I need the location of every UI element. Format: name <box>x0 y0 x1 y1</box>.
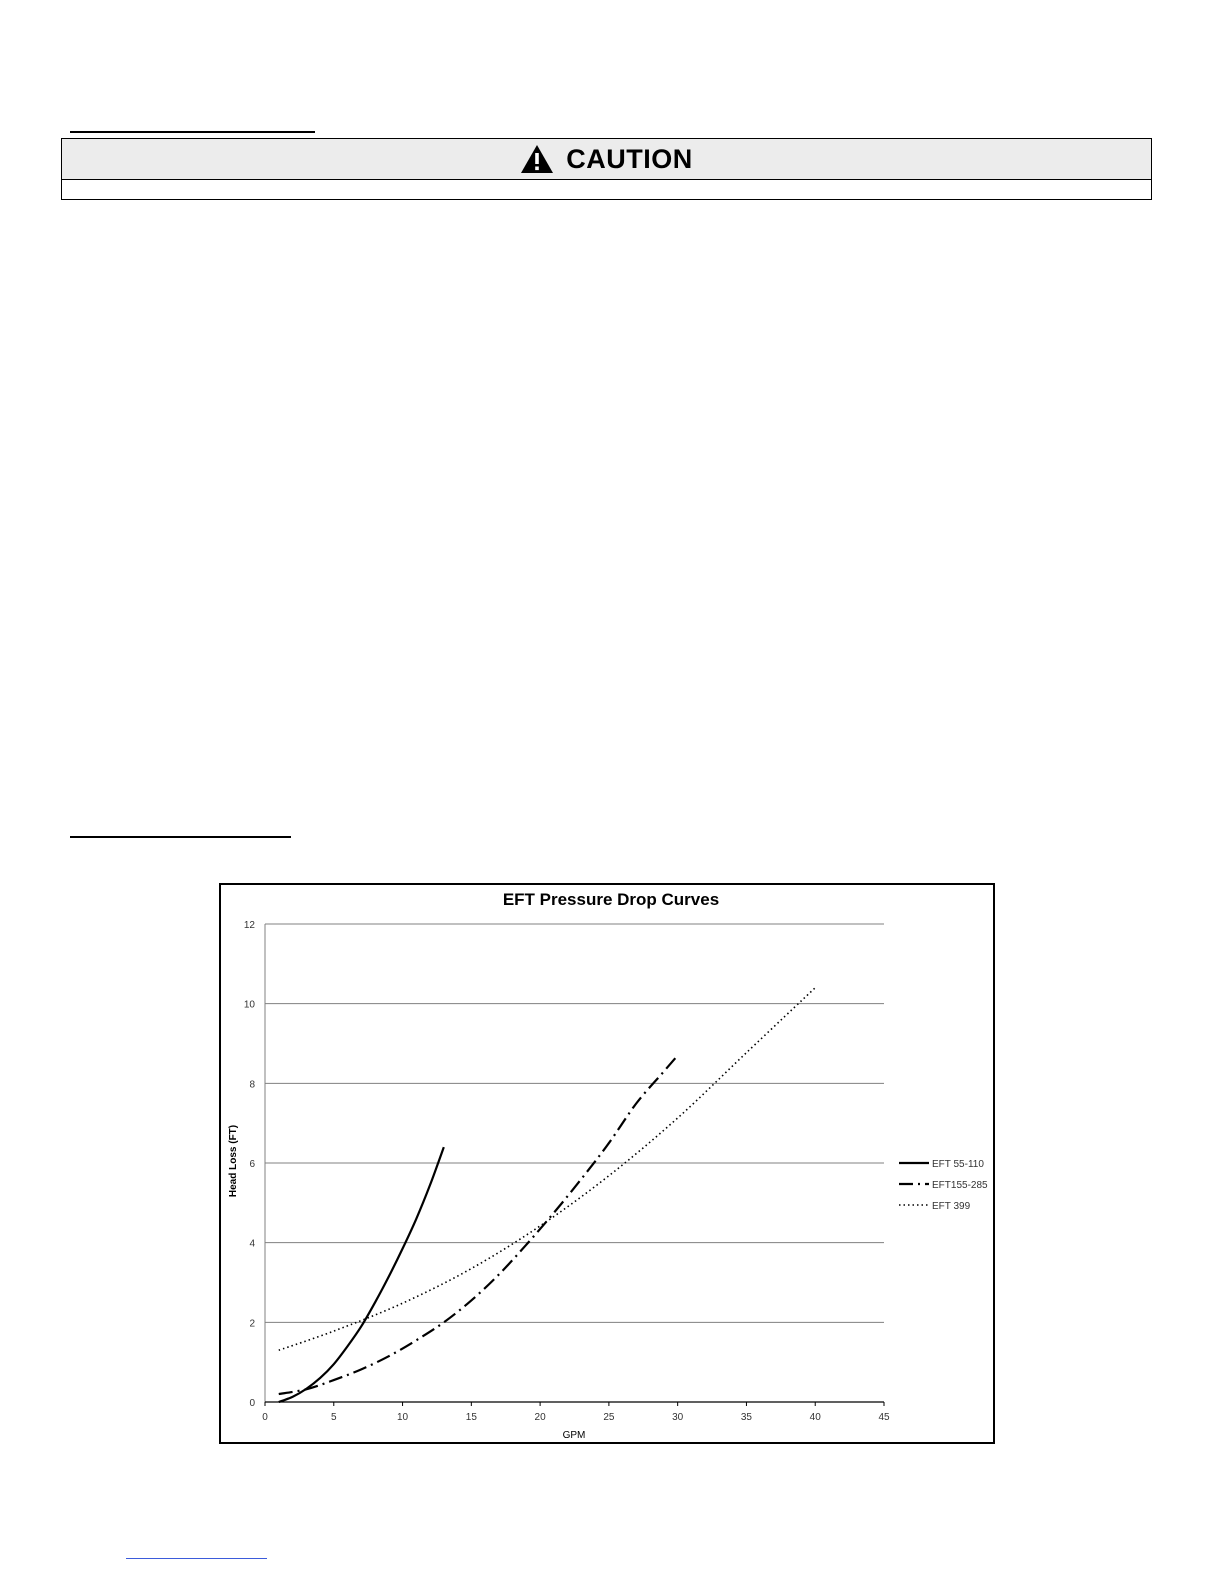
y-tick-label: 10 <box>243 999 255 1011</box>
series-line-eft-399 <box>279 988 815 1350</box>
x-axis-label: GPM <box>562 1430 586 1441</box>
x-tick-label: 40 <box>809 1412 821 1423</box>
chart-axes <box>244 920 890 1423</box>
y-tick-label: 6 <box>249 1159 255 1170</box>
series-line-eft-55-110 <box>279 1147 444 1402</box>
x-tick-label: 5 <box>330 1412 337 1423</box>
y-tick-label: 12 <box>243 920 255 931</box>
warning-triangle-icon <box>520 144 554 174</box>
caution-notice <box>61 138 1152 200</box>
caution-header <box>62 139 1151 180</box>
x-tick-label: 45 <box>878 1412 890 1423</box>
y-tick-label: 0 <box>249 1398 255 1409</box>
x-tick-label: 35 <box>740 1412 753 1423</box>
caution-label: CAUTION <box>566 143 693 174</box>
chart-gridlines <box>265 924 884 1322</box>
chart-canvas <box>221 885 993 1442</box>
x-tick-label: 15 <box>465 1412 477 1423</box>
series-line-eft155-285 <box>279 1055 678 1394</box>
pressure-drop-chart <box>219 883 995 1444</box>
x-tick-label: 20 <box>534 1412 546 1423</box>
chart-legend <box>899 1159 988 1212</box>
x-tick-label: 25 <box>603 1412 615 1423</box>
y-tick-label: 4 <box>249 1238 255 1250</box>
legend-label: EFT 55-110 <box>932 1159 984 1170</box>
y-tick-label: 2 <box>249 1318 255 1330</box>
chart-title: EFT Pressure Drop Curves <box>502 890 720 909</box>
legend-label: EFT155-285 <box>932 1180 988 1191</box>
x-tick-label: 30 <box>672 1412 684 1423</box>
section-heading-underline-2 <box>70 836 291 838</box>
section-heading-underline-1 <box>70 131 315 133</box>
chart-series <box>279 988 815 1402</box>
y-axis-label: Head Loss (FT) <box>228 1124 239 1198</box>
footer-link-underline[interactable] <box>126 1558 267 1559</box>
x-tick-label: 0 <box>262 1412 268 1423</box>
legend-label: EFT 399 <box>932 1201 971 1212</box>
x-tick-label: 10 <box>396 1412 409 1423</box>
y-tick-label: 8 <box>249 1079 255 1091</box>
